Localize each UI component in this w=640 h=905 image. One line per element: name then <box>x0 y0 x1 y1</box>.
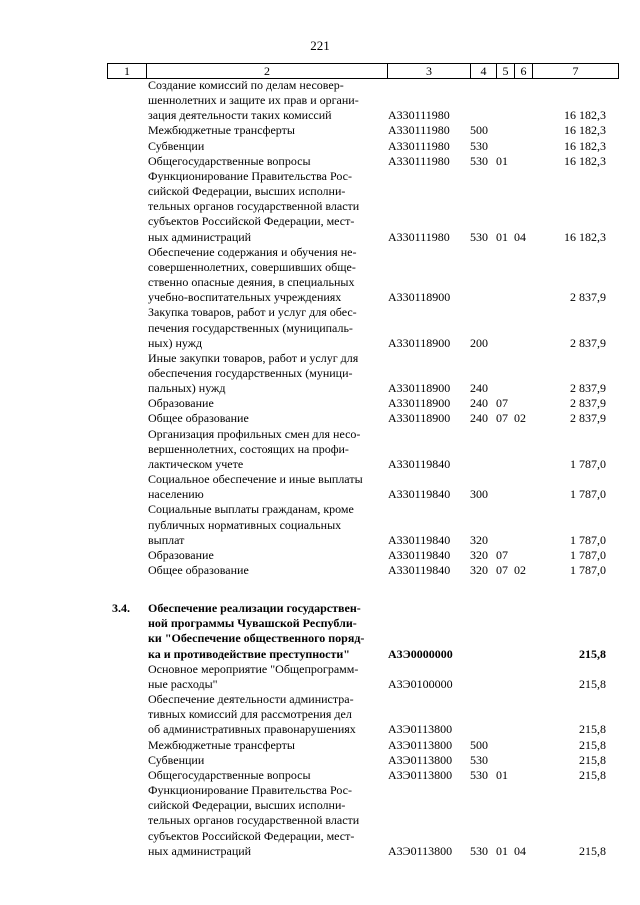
row-name-line: ных) нужд <box>148 335 203 350</box>
row-rz: 07 <box>496 396 508 411</box>
table-row <box>0 139 640 154</box>
table-row <box>0 305 640 350</box>
table-row <box>0 427 640 472</box>
row-name <box>148 662 380 692</box>
row-name-line: Межбюджетные трансферты <box>148 737 295 752</box>
header-col-5: 5 <box>497 64 515 78</box>
row-amount: 2 837,9 <box>570 381 606 396</box>
table-row <box>0 411 640 426</box>
table-row <box>0 738 640 753</box>
table-row <box>0 169 640 245</box>
row-name-line: выплат <box>148 532 185 547</box>
row-code: А330119840 <box>388 487 451 502</box>
row-code: А3Э0113800 <box>388 752 453 767</box>
row-name-line: тельных органов государственной власти <box>148 199 360 214</box>
row-name-line: совершеннолетних, совершивших обще- <box>148 259 356 274</box>
row-code: А330111980 <box>388 138 450 153</box>
row-name-line: зация деятельности таких комиссий <box>148 108 332 123</box>
row-pr: 04 <box>514 843 526 858</box>
table-row <box>0 78 640 123</box>
table-row <box>0 753 640 768</box>
row-name-line: печения государственных (муниципаль- <box>148 320 353 335</box>
row-vr: 500 <box>470 123 488 138</box>
row-name-line: ки "Обеспечение общественного поряд- <box>148 631 365 646</box>
row-name-line: об административных правонарушениях <box>148 722 356 737</box>
row-name-line: сийской Федерации, высших исполни- <box>148 798 346 813</box>
row-name-line: Обеспечение деятельности администра- <box>148 692 354 707</box>
row-rz: 07 <box>496 563 508 577</box>
row-amount: 215,8 <box>579 646 606 661</box>
row-code: А330119840 <box>388 563 451 577</box>
row-name <box>148 305 380 350</box>
row-name-line: Социальные выплаты гражданам, кроме <box>148 502 354 517</box>
row-name-line: тивных комиссий для рассмотрения дел <box>148 707 352 722</box>
row-name <box>148 396 380 411</box>
row-amount: 2 837,9 <box>570 411 606 426</box>
row-name-line: ные расходы" <box>148 676 218 691</box>
row-name <box>148 563 380 578</box>
row-name-line: Межбюджетные трансферты <box>148 123 295 138</box>
table-row <box>0 245 640 306</box>
row-amount: 215,8 <box>579 843 606 858</box>
row-name <box>148 154 380 169</box>
table-body <box>0 78 640 859</box>
table-row <box>0 123 640 138</box>
row-name-line: ной программы Чувашской Республи- <box>148 616 357 631</box>
row-code: А3Э0113800 <box>388 767 453 782</box>
row-code: А330119840 <box>388 532 451 547</box>
row-rz: 07 <box>496 547 508 562</box>
row-vr: 240 <box>470 411 488 426</box>
table-row <box>0 154 640 169</box>
row-amount: 16 182,3 <box>564 108 606 123</box>
header-col-7: 7 <box>572 64 579 78</box>
table-header <box>107 63 619 79</box>
row-code: А330111980 <box>388 108 450 123</box>
row-name-line: Общегосударственные вопросы <box>148 153 311 168</box>
header-col-4: 4 <box>471 64 497 78</box>
row-name <box>148 738 380 753</box>
row-name-line: ных администраций <box>148 843 252 858</box>
table-row <box>0 502 640 547</box>
row-code: А3Э0113800 <box>388 843 453 858</box>
row-code: А3Э0113800 <box>388 737 453 752</box>
table-row <box>0 548 640 563</box>
row-name <box>148 768 380 783</box>
row-code: А330119840 <box>388 547 451 562</box>
row-name-line: лактическом учете <box>148 456 244 471</box>
row-name-line: ственно опасные деяния, в специальных <box>148 275 355 290</box>
row-code: А330118900 <box>388 411 451 426</box>
header-col-6: 6 <box>515 64 533 78</box>
row-amount: 1 787,0 <box>570 547 606 562</box>
row-name <box>148 601 380 662</box>
row-vr: 320 <box>470 547 488 562</box>
row-name <box>148 245 380 306</box>
row-name-line: Общее образование <box>148 563 249 577</box>
row-name-line: Обеспечение реализации государствен- <box>148 601 361 616</box>
row-amount: 16 182,3 <box>564 153 606 168</box>
row-name <box>148 502 380 547</box>
row-vr: 530 <box>470 138 488 153</box>
row-name-line: субъектов Российской Федерации, мест- <box>148 828 355 843</box>
table-row <box>0 351 640 396</box>
row-amount: 1 787,0 <box>570 487 606 502</box>
row-name <box>148 78 380 123</box>
row-name-line: Субвенции <box>148 752 205 767</box>
row-amount: 215,8 <box>579 676 606 691</box>
table-row <box>0 563 640 578</box>
row-code: А3Э0113800 <box>388 722 453 737</box>
row-name-line: вершеннолетних, состоящих на профи- <box>148 441 349 456</box>
row-amount: 215,8 <box>579 752 606 767</box>
page-number: 221 <box>310 38 330 53</box>
row-code: А330118900 <box>388 290 451 305</box>
row-name-line: Обеспечение содержания и обучения не- <box>148 244 357 259</box>
row-code: А330111980 <box>388 123 450 138</box>
row-pr: 02 <box>514 411 526 426</box>
row-code: А330119840 <box>388 456 451 471</box>
row-amount: 1 787,0 <box>570 532 606 547</box>
row-pr: 04 <box>514 229 526 244</box>
row-name <box>148 123 380 138</box>
row-name-line: публичных нормативных социальных <box>148 517 342 532</box>
row-amount: 2 837,9 <box>570 396 606 411</box>
row-vr: 530 <box>470 229 488 244</box>
row-name-line: Иные закупки товаров, работ и услуг для <box>148 350 359 365</box>
row-name-line: Создание комиссий по делам несовер- <box>148 78 344 92</box>
row-amount: 1 787,0 <box>570 563 606 577</box>
row-name <box>148 411 380 426</box>
row-amount: 215,8 <box>579 737 606 752</box>
header-col-1: 1 <box>108 64 147 78</box>
row-amount: 2 837,9 <box>570 335 606 350</box>
row-vr: 240 <box>470 381 488 396</box>
row-name-line: Общегосударственные вопросы <box>148 767 311 782</box>
table-row <box>0 662 640 692</box>
row-name-line: Социальное обеспечение и иные выплаты <box>148 472 363 487</box>
row-name-line: субъектов Российской Федерации, мест- <box>148 214 355 229</box>
row-name-line: населению <box>148 487 204 502</box>
row-name-line: шеннолетних и защите их прав и органи- <box>148 93 359 108</box>
row-vr: 240 <box>470 396 488 411</box>
row-name-line: Субвенции <box>148 138 205 153</box>
row-amount: 1 787,0 <box>570 456 606 471</box>
row-code: А330111980 <box>388 153 450 168</box>
row-code: А330111980 <box>388 229 450 244</box>
row-code: А330118900 <box>388 381 451 396</box>
row-vr: 530 <box>470 767 488 782</box>
row-name-line: ных администраций <box>148 229 252 244</box>
row-amount: 215,8 <box>579 767 606 782</box>
row-vr: 200 <box>470 335 488 350</box>
row-rz: 07 <box>496 411 508 426</box>
row-name-line: Образование <box>148 547 214 562</box>
row-name-line: Основное мероприятие "Общепрограмм- <box>148 661 359 676</box>
row-name <box>148 692 380 737</box>
section-gap <box>0 578 640 601</box>
row-pr: 02 <box>514 563 526 577</box>
table-row <box>0 768 640 783</box>
row-name <box>148 351 380 396</box>
row-amount: 16 182,3 <box>564 123 606 138</box>
row-vr: 320 <box>470 532 488 547</box>
row-code: А3Э0000000 <box>388 646 453 661</box>
row-name-line: обеспечения государственных (муници- <box>148 365 353 380</box>
section-row <box>0 601 640 662</box>
row-name-line: сийской Федерации, высших исполни- <box>148 184 346 199</box>
table-row <box>0 783 640 859</box>
row-code: А3Э0100000 <box>388 676 453 691</box>
row-code: А330118900 <box>388 335 451 350</box>
row-name-line: Функционирование Правительства Рос- <box>148 783 352 798</box>
row-name <box>148 548 380 563</box>
row-amount: 215,8 <box>579 722 606 737</box>
table-row <box>0 396 640 411</box>
row-rz: 01 <box>496 229 508 244</box>
row-amount: 16 182,3 <box>564 229 606 244</box>
row-vr: 300 <box>470 487 488 502</box>
row-name-line: учебно-воспитательных учреждениях <box>148 290 342 305</box>
table-row <box>0 472 640 502</box>
row-name <box>148 139 380 154</box>
row-vr: 530 <box>470 843 488 858</box>
row-name-line: пальных) нужд <box>148 381 226 396</box>
row-rz: 01 <box>496 767 508 782</box>
header-col-2: 2 <box>147 64 388 78</box>
row-code: А330118900 <box>388 396 451 411</box>
row-amount: 16 182,3 <box>564 138 606 153</box>
row-vr: 530 <box>470 153 488 168</box>
row-vr: 500 <box>470 737 488 752</box>
row-name <box>148 783 380 859</box>
row-amount: 2 837,9 <box>570 290 606 305</box>
row-name <box>148 753 380 768</box>
table-row <box>0 692 640 737</box>
row-name-line: Закупка товаров, работ и услуг для обес- <box>148 305 357 320</box>
row-vr: 320 <box>470 563 488 577</box>
row-name <box>148 169 380 245</box>
row-rz: 01 <box>496 153 508 168</box>
row-name-line: ка и противодействие преступности" <box>148 646 350 661</box>
row-vr: 530 <box>470 752 488 767</box>
row-rz: 01 <box>496 843 508 858</box>
row-name <box>148 427 380 472</box>
row-name-line: Функционирование Правительства Рос- <box>148 168 352 183</box>
section-number: 3.4. <box>112 601 130 616</box>
row-name-line: Организация профильных смен для несо- <box>148 426 361 441</box>
row-name-line: Образование <box>148 396 214 411</box>
row-name-line: тельных органов государственной власти <box>148 813 360 828</box>
row-name <box>148 472 380 502</box>
header-col-3: 3 <box>388 64 471 78</box>
row-name-line: Общее образование <box>148 411 249 426</box>
